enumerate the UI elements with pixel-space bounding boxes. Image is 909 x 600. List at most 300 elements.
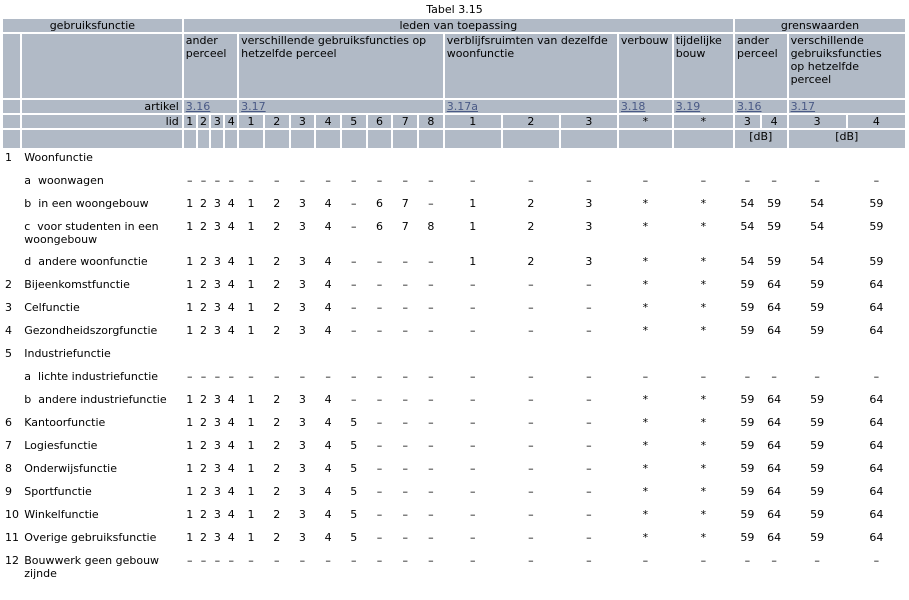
table-cell: 2 — [200, 462, 208, 475]
table-cell: 54 — [810, 220, 825, 233]
table-row — [3, 277, 905, 298]
row-number — [3, 196, 20, 217]
table-cell: 3 — [298, 508, 306, 521]
table-cell: 1 — [247, 255, 255, 268]
table-cell: – — [642, 370, 649, 383]
artikel-link-318[interactable]: 3.18 — [620, 100, 646, 113]
table-row — [3, 461, 905, 482]
table-cell: 59 — [810, 278, 825, 291]
table-cell: 3 — [298, 393, 306, 406]
table-row — [3, 346, 905, 367]
table-cell: 1 — [247, 508, 255, 521]
table-row — [3, 219, 905, 252]
table-cell: – — [214, 370, 221, 383]
table-cell: 2 — [200, 220, 208, 233]
table-cell: – — [200, 554, 207, 567]
table-cell: 3 — [213, 508, 221, 521]
lid-cell: 6 — [368, 115, 392, 128]
table-cell: 2 — [527, 197, 535, 210]
table-cell: 2 — [200, 278, 208, 291]
table-cell: 3 — [585, 255, 593, 268]
table-cell: 4 — [227, 508, 235, 521]
table-cell: – — [528, 508, 534, 521]
table-cell: * — [700, 255, 707, 268]
header-verbouw: verbouw — [619, 34, 672, 98]
table-cell: 3 — [213, 462, 221, 475]
table-cell: 3 — [213, 439, 221, 452]
table-cell: 64 — [869, 508, 884, 521]
table-cell: 59 — [810, 508, 825, 521]
table-cell: – — [351, 370, 357, 383]
table-cell: 4 — [227, 301, 235, 314]
row-name: Bijeenkomstfunctie — [24, 278, 130, 291]
table-cell: 64 — [869, 324, 884, 337]
artikel-link-317a[interactable]: 3.17a — [446, 100, 478, 113]
table-cell: 64 — [767, 439, 782, 452]
table-cell: – — [470, 393, 476, 406]
row-name: a lichte industriefunctie — [24, 370, 159, 383]
table-cell: 59 — [740, 485, 755, 498]
table-cell: 4 — [324, 439, 332, 452]
table-cell: 1 — [186, 416, 194, 429]
table-cell: 7 — [401, 197, 409, 210]
table-cell: – — [325, 554, 331, 567]
lid-cell: 3 — [561, 115, 617, 128]
table-cell: 2 — [273, 485, 281, 498]
artikel-link-319[interactable]: 3.19 — [675, 100, 701, 113]
table-cell: 3 — [298, 485, 306, 498]
table-cell: – — [528, 485, 534, 498]
artikel-label: artikel — [22, 100, 182, 113]
table-cell: 59 — [810, 439, 825, 452]
table-cell: 1 — [247, 485, 255, 498]
table-cell: 1 — [186, 278, 194, 291]
table-cell: – — [402, 393, 408, 406]
header-leden: leden van toepassing — [184, 19, 733, 32]
table-cell: – — [771, 174, 777, 187]
lid-cell: 4 — [316, 115, 340, 128]
table-cell: – — [470, 416, 476, 429]
table-cell: * — [700, 416, 707, 429]
table-cell: 2 — [273, 508, 281, 521]
table-cell: 1 — [247, 439, 255, 452]
table-cell: * — [642, 324, 649, 337]
row-number: 4 — [5, 324, 12, 337]
table-cell: 3 — [298, 301, 306, 314]
lid-cell: 7 — [393, 115, 417, 128]
row-name: Winkelfunctie — [24, 508, 99, 521]
table-cell: 1 — [247, 197, 255, 210]
table-cell: – — [248, 370, 254, 383]
artikel-link-316[interactable]: 3.16 — [185, 100, 211, 113]
table-cell: 4 — [227, 393, 235, 406]
table-cell: 59 — [869, 255, 884, 268]
table-cell: 2 — [200, 508, 208, 521]
lid-cell: 8 — [419, 115, 443, 128]
lid-cell: 3 — [789, 115, 846, 128]
table-cell: – — [586, 462, 592, 475]
lid-cell: 3 — [211, 115, 223, 128]
table-cell: – — [402, 301, 408, 314]
row-name: Bouwwerk geen gebouw zijnde — [24, 554, 163, 580]
row-name: Industriefunctie — [24, 347, 111, 360]
row-number — [3, 369, 20, 390]
table-cell: 1 — [186, 485, 194, 498]
table-cell: – — [586, 485, 592, 498]
table-cell: – — [700, 174, 707, 187]
table-row — [3, 438, 905, 459]
unit-db-2: [dB] — [789, 130, 905, 148]
table-cell: 3 — [213, 220, 221, 233]
table-cell: 3 — [585, 197, 593, 210]
table-cell: 59 — [767, 197, 782, 210]
table-cell: 4 — [324, 324, 332, 337]
table-cell: 1 — [186, 197, 194, 210]
table-cell: * — [700, 220, 707, 233]
table-cell: – — [528, 531, 534, 544]
unit-db-1: [dB] — [735, 130, 787, 148]
table-cell: 3 — [213, 393, 221, 406]
table-cell: 1 — [186, 531, 194, 544]
table-cell: 64 — [869, 301, 884, 314]
lid-cell: * — [674, 115, 733, 128]
table-cell: 59 — [810, 531, 825, 544]
row-number: 1 — [5, 151, 12, 164]
lid-cell: 2 — [503, 115, 559, 128]
table-cell: 1 — [186, 301, 194, 314]
table-cell: * — [642, 416, 649, 429]
row-name: Gezondheidszorgfunctie — [24, 324, 158, 337]
table-cell: – — [351, 393, 357, 406]
table-cell: * — [642, 301, 649, 314]
table-cell: 59 — [869, 197, 884, 210]
table-cell: 2 — [200, 485, 208, 498]
table-cell: 59 — [810, 324, 825, 337]
table-cell: – — [528, 174, 534, 187]
table-cell: 59 — [740, 462, 755, 475]
table-cell: 64 — [767, 416, 782, 429]
artikel-link-317[interactable]: 3.17 — [241, 100, 266, 113]
table-cell: 1 — [469, 255, 477, 268]
lid-label: lid — [22, 115, 182, 128]
table-cell: – — [402, 174, 408, 187]
table-cell: 2 — [273, 220, 281, 233]
table-cell: – — [376, 370, 383, 383]
table-cell: – — [351, 324, 357, 337]
table-row — [3, 530, 905, 551]
table-cell: 1 — [469, 197, 477, 210]
table-cell: – — [351, 220, 357, 233]
table-cell: – — [744, 554, 751, 567]
table-cell: 1 — [186, 393, 194, 406]
table-cell: 64 — [869, 393, 884, 406]
table-cell: 1 — [186, 508, 194, 521]
table-cell: 4 — [227, 220, 235, 233]
table-cell: 59 — [740, 531, 755, 544]
table-cell: – — [428, 393, 434, 406]
table-cell: 3 — [213, 485, 221, 498]
row-name: Onderwijsfunctie — [24, 462, 117, 475]
table-cell: – — [228, 370, 234, 383]
table-cell: – — [376, 393, 383, 406]
table-cell: 59 — [810, 301, 825, 314]
table-cell: – — [528, 370, 534, 383]
table-cell: – — [402, 508, 408, 521]
table-cell: – — [428, 462, 434, 475]
table-cell: – — [402, 531, 408, 544]
table-cell: – — [528, 554, 534, 567]
row-number: 3 — [5, 301, 12, 314]
table-cell: – — [248, 554, 254, 567]
table-cell: – — [586, 301, 592, 314]
table-cell: – — [248, 174, 254, 187]
lid-cell: 5 — [342, 115, 366, 128]
table-cell: * — [642, 393, 649, 406]
table-cell: 4 — [227, 197, 235, 210]
table-cell: 1 — [247, 462, 255, 475]
table-cell: 59 — [740, 393, 755, 406]
table-cell: – — [642, 174, 649, 187]
table-cell: – — [528, 439, 534, 452]
row-name: Overige gebruiksfunctie — [24, 531, 157, 544]
table-cell: 64 — [767, 324, 782, 337]
table-cell: – — [586, 278, 592, 291]
table-cell: * — [700, 485, 707, 498]
table-cell: – — [428, 301, 434, 314]
row-name: a woonwagen — [24, 174, 104, 187]
table-cell: 2 — [200, 393, 208, 406]
table-cell: – — [351, 197, 357, 210]
table-cell: 59 — [767, 220, 782, 233]
table-cell: 64 — [869, 462, 884, 475]
table-cell: – — [299, 174, 306, 187]
table-cell: 64 — [767, 485, 782, 498]
table-cell: – — [470, 301, 476, 314]
artikel-link-317-grens[interactable]: 3.17 — [790, 100, 816, 113]
table-cell: * — [700, 462, 707, 475]
table-cell: – — [470, 370, 476, 383]
table-caption: Tabel 3.15 — [426, 3, 483, 16]
table-cell: – — [586, 439, 592, 452]
table-cell: – — [873, 174, 880, 187]
table-cell: – — [428, 370, 434, 383]
table-cell: 54 — [810, 197, 825, 210]
table-cell: 4 — [227, 462, 235, 475]
row-number: 9 — [5, 485, 12, 498]
table-row — [3, 323, 905, 344]
table-cell: – — [771, 370, 777, 383]
table-cell: – — [428, 416, 434, 429]
table-cell: 3 — [213, 531, 221, 544]
lid-cell: 1 — [445, 115, 501, 128]
table-cell: 59 — [740, 278, 755, 291]
table-cell: – — [586, 416, 592, 429]
lid-cell: 2 — [265, 115, 289, 128]
table-cell: * — [700, 393, 707, 406]
row-number — [3, 219, 20, 252]
table-cell: – — [200, 174, 207, 187]
table-cell: * — [642, 462, 649, 475]
table-cell: 64 — [767, 278, 782, 291]
table-cell: 59 — [740, 324, 755, 337]
table-cell: – — [814, 554, 820, 567]
row-name: c voor studenten in een woongebouw — [24, 220, 163, 246]
table-cell: – — [402, 324, 408, 337]
table-cell: 2 — [273, 324, 281, 337]
lid-cell: 3 — [735, 115, 760, 128]
table-cell: * — [642, 278, 649, 291]
lid-cell: 4 — [762, 115, 787, 128]
table-cell: – — [402, 416, 408, 429]
table-cell: * — [700, 278, 707, 291]
header-verschillende: verschillende gebruiksfuncties op hetzelfde perceel — [239, 34, 443, 98]
table-cell: 5 — [350, 416, 358, 429]
table-cell: – — [351, 255, 357, 268]
table-cell: 64 — [767, 301, 782, 314]
table-cell: 2 — [200, 255, 208, 268]
table-cell: 59 — [740, 301, 755, 314]
table-cell: 59 — [740, 508, 755, 521]
table-cell: 59 — [740, 439, 755, 452]
table-cell: * — [700, 439, 707, 452]
row-number — [3, 254, 20, 275]
table-cell: 2 — [273, 416, 281, 429]
table-cell: – — [528, 393, 534, 406]
table-cell: 4 — [324, 197, 332, 210]
row-name: b andere industriefunctie — [24, 393, 167, 406]
table-cell: – — [470, 531, 476, 544]
row-number — [3, 173, 20, 194]
data-table — [1, 17, 907, 582]
table-cell: – — [873, 370, 880, 383]
table-cell: 4 — [324, 393, 332, 406]
table-cell: * — [642, 197, 649, 210]
table-cell: 4 — [324, 508, 332, 521]
row-number: 5 — [5, 347, 12, 360]
table-cell: * — [642, 531, 649, 544]
table-row — [3, 553, 905, 580]
row-name: d andere woonfunctie — [24, 255, 148, 268]
table-cell: 59 — [767, 255, 782, 268]
table-cell: 1 — [247, 301, 255, 314]
table-cell: 64 — [869, 531, 884, 544]
table-cell: 64 — [869, 416, 884, 429]
table-cell: 54 — [740, 255, 755, 268]
table-cell: 2 — [200, 439, 208, 452]
table-cell: 64 — [767, 462, 782, 475]
row-number: 6 — [5, 416, 12, 429]
table-cell: – — [642, 554, 649, 567]
table-cell: 4 — [324, 301, 332, 314]
table-cell: – — [402, 255, 408, 268]
table-cell: 3 — [298, 439, 306, 452]
table-cell: – — [186, 174, 193, 187]
table-cell: – — [228, 554, 234, 567]
table-cell: – — [470, 439, 476, 452]
table-cell: 3 — [298, 197, 306, 210]
table-cell: 4 — [227, 485, 235, 498]
table-cell: – — [470, 554, 476, 567]
table-cell: 3 — [213, 197, 221, 210]
table-cell: 5 — [350, 485, 358, 498]
lid-cell: 3 — [291, 115, 315, 128]
table-cell: 1 — [469, 220, 477, 233]
table-cell: – — [351, 174, 357, 187]
table-cell: – — [771, 554, 777, 567]
table-cell: 64 — [869, 439, 884, 452]
table-cell: – — [528, 324, 534, 337]
artikel-link-316-grens[interactable]: 3.16 — [737, 100, 762, 113]
table-cell: 3 — [298, 278, 306, 291]
table-cell: 2 — [273, 462, 281, 475]
table-cell: – — [376, 439, 383, 452]
table-cell: 2 — [200, 416, 208, 429]
table-cell: 1 — [186, 255, 194, 268]
table-cell: – — [376, 531, 383, 544]
header-grens-ander-perceel: ander perceel — [735, 34, 787, 98]
table-row — [3, 254, 905, 275]
table-cell: – — [428, 508, 434, 521]
table-cell: – — [586, 174, 592, 187]
table-cell: – — [814, 370, 820, 383]
table-cell: 2 — [273, 439, 281, 452]
table-cell: 2 — [200, 324, 208, 337]
table-cell: 3 — [213, 255, 221, 268]
table-cell: – — [586, 324, 592, 337]
table-cell: 64 — [869, 485, 884, 498]
table-cell: – — [744, 174, 751, 187]
table-cell: – — [200, 370, 207, 383]
table-cell: – — [402, 439, 408, 452]
table-cell: 1 — [247, 531, 255, 544]
table-cell: 3 — [585, 220, 593, 233]
table-cell: 8 — [427, 220, 435, 233]
row-number: 7 — [5, 439, 12, 452]
header-tijdelijke-bouw: tijdelijke bouw — [674, 34, 733, 98]
table-cell: 59 — [810, 393, 825, 406]
table-cell: * — [700, 531, 707, 544]
table-cell: 4 — [227, 278, 235, 291]
table-cell: 4 — [324, 255, 332, 268]
table-cell: * — [700, 324, 707, 337]
table-cell: – — [428, 324, 434, 337]
table-cell: * — [700, 508, 707, 521]
lid-cell: * — [619, 115, 672, 128]
table-cell: 2 — [200, 301, 208, 314]
table-cell: – — [470, 462, 476, 475]
lid-cell: 2 — [198, 115, 210, 128]
row-name: Kantoorfunctie — [24, 416, 106, 429]
table-cell: – — [186, 554, 193, 567]
table-cell: – — [273, 554, 280, 567]
table-cell: – — [376, 301, 383, 314]
table-cell: – — [700, 554, 707, 567]
table-cell: – — [428, 554, 434, 567]
table-cell: – — [528, 416, 534, 429]
table-cell: – — [376, 278, 383, 291]
row-number: 2 — [5, 278, 12, 291]
table-cell: * — [642, 508, 649, 521]
table-cell: 4 — [324, 220, 332, 233]
header-grenswaarden: grenswaarden — [735, 19, 905, 32]
table-cell: * — [642, 255, 649, 268]
table-cell: – — [428, 255, 434, 268]
table-cell: 64 — [767, 508, 782, 521]
table-cell: 1 — [247, 324, 255, 337]
table-cell: 2 — [273, 197, 281, 210]
table-cell: – — [700, 370, 707, 383]
table-cell: – — [528, 301, 534, 314]
